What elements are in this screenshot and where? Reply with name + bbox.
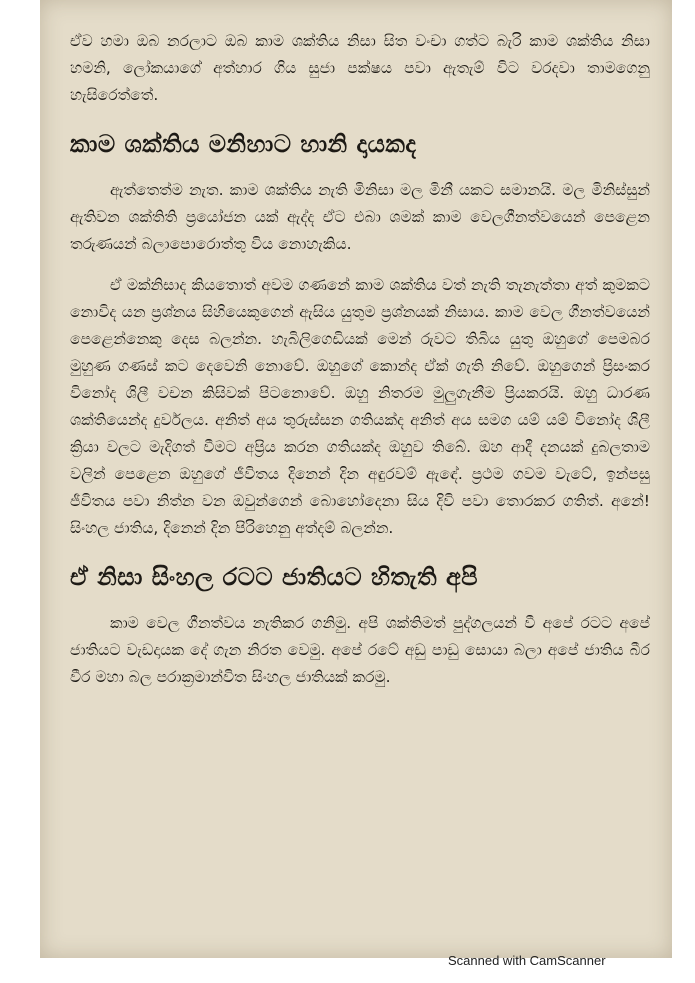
body-paragraph-1: ඇත්තෙත්ම නැත. කාම ශක්තිය නැති මිනිසා මල මිනී යකට සමානයි. මල මිනිස්සුන් ඇතිවන ශක්තිති ප්‍රයෝජන යක් ඇද්ද ඒට එබා ශමක් කාම වෙලගීනත්වයෙන් පෙළෙන තරුණයන් බලාපොරොත්තු විය නොහැකිය. bbox=[70, 181, 650, 253]
scanned-page bbox=[40, 0, 672, 958]
scanner-watermark: Scanned with CamScanner bbox=[448, 953, 606, 968]
page-content bbox=[70, 28, 650, 705]
intro-paragraph: ඒව හමා ඔබ නරලාට ඔබ කාම ශක්තිය නිසා සිත වංචා ගත්ට බැරි කාම ශක්තිය නිසා හමනි, ලෝකයාගේ අත්හාර ගිය සුජා පක්ෂය පවා ඇතැම් විට වරදවා තාමගෙනු හැසිරෙත්තේ. bbox=[70, 32, 650, 104]
body-paragraph-2: ඒ මක්නිසාද කියතොත් අවම ගණනේ කාම ශක්තිය වත් නැති තැනැත්තා අත් කුමකට නොවිද යන ප්‍රශ්නය සිහියෙකුගෙන් ඇසිය යුතුම ප්‍රශ්නයක් නිසාය. කාම වෙල ගීනත්වයෙන් පෙළෙන්නෙකු දෙස බලන්න. හැබිලිගෙඩියක් මෙන් රුවට තිබිය යුතු ඔහුගේ පෙමබර මුහුණ ගණස් කට දෙවෙනි නොවේ. ඔහුගේ කොන්ද ඒක් ගැති නිවේ. ඔහුගෙන් ප්‍රිසංකර විනෝද ශිලී වචන කිසිවක් පිටනොවේ. ඔහු නිතරම මුලුගැනීම ප්‍රියකරයි. ඔහු ධාරණ ශක්තියෙන්ද දුර්වලය. අනිත් අය තුරුස්සන ගතියක්ද අනිත් අය සමග යම් යම් විනෝද ශිලී ක්‍රියා වලට මැදිගත් වීමට අප්‍රිය කරන ගතියක්ද ඔහුව තිබේ. ඔහ ආදී දනයක් දුබලතාම වලින් පෙළෙන ඔහුගේ ජීවිතය දිනෙන් දින අඳුරවම් ඇඳේ. ප්‍රථම ගවම වැටේ, ඉන්පසු ජීවිතය පවා නිත්න වන ඔවුන්ගෙන් බොහෝදෙනා සිය දිවි පවා තොරකර ගතිත්. අනේ! සිංහල ජාතිය, දිනෙන් දින පිරිහෙනු අත්දම් බලන්න. bbox=[70, 276, 650, 537]
section-heading-2: ඒ නිසා සිංහල රටට ජාතියට හිතැති අපි bbox=[70, 563, 478, 591]
section-heading-1: කාම ශක්තිය මනිහාට හානි දායකද bbox=[70, 130, 417, 158]
closing-paragraph: කාම වෙල ගීනත්වය නැතිකර ගනිමු. අපි ශක්තිමත් පුද්ගලයන් වී අපේ රටට අපේ ජාතියට වැඩදායක දේ ගැන නිරත වෙමු. අපේ රටේ අඩු පාඩු සොයා බලා අපේ ජාතිය බීර වීර මහා බල පරාක්‍රමාන්විත සිංහල ජාතියක් කරමු. bbox=[70, 614, 650, 686]
